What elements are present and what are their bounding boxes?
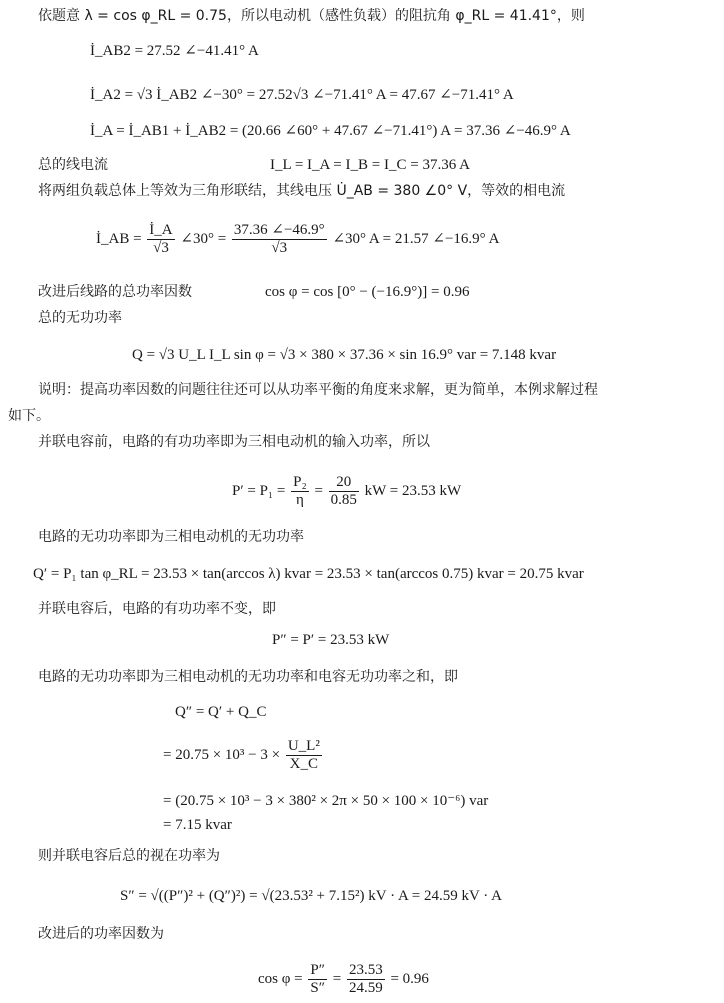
text-line: İ_A = İ_AB1 + İ_AB2 = (20.66 ∠60° + 47.67 ∠−71.41°) A = 37.36 ∠−46.9° A [90,123,571,139]
eq-iab-angle: ∠30° = [180,231,227,248]
text-line: 并联电容前，电路的有功功率即为三相电动机的输入功率，所以 [38,434,430,450]
text-line: 则并联电容后总的视在功率为 [38,848,220,864]
text-line: 改进后的功率因数为 [38,926,164,942]
denominator: √3 [153,240,169,257]
equation-phase-current-iab [96,222,499,258]
denominator: S″ [310,980,325,997]
eq-iab-lhs: İ_AB = [96,231,142,248]
numerator: P″ [308,962,327,980]
denominator: η [295,492,304,509]
text-line: S″ = √((P″)² + (Q″)²) = √(23.53² + 7.15²) kV · A = 24.59 kV · A [120,888,503,904]
text-line: I_L = I_A = I_B = I_C = 37.36 A [270,157,470,173]
eq-cos-lhs: cos φ = [258,971,303,988]
text-line: Q″ = Q′ + Q_C [175,704,267,720]
equals-sign: = [314,483,323,500]
text-line: 并联电容后，电路的有功功率不变，即 [38,601,276,617]
fraction-p-over-s [308,962,327,998]
fraction-20-over-085 [329,474,359,510]
text-line: 说明：提高功率因数的问题往往还可以从功率平衡的角度来求解，更为简单，本例求解过程 [38,382,598,398]
numerator: İ_A [147,222,174,240]
text-line: Q = √3 U_L I_L sin φ = √3 × 380 × 37.36 × sin 16.9° var = 7.148 kvar [132,347,557,363]
denominator: 0.85 [330,492,357,509]
text-line: İ_AB2 = 27.52 ∠−41.41° A [90,43,259,59]
text-line: P″ = P′ = 23.53 kW [272,632,390,648]
denominator: X_C [289,756,319,773]
fraction-37-36-over-root3 [232,222,327,258]
fraction-ia-over-root3 [147,222,174,258]
equation-active-power [232,474,461,510]
eq-p-rhs: kW = 23.53 kW [364,483,462,500]
eq-qc-lhs: = 20.75 × 10³ − 3 × [163,747,281,764]
equation-capacitor-reactive-power [163,738,324,774]
numerator: U_L² [286,738,322,756]
text-line: 将两组负载总体上等效为三角形联结，其线电压 U̇_AB = 380 ∠0° V，等效的相电流 [38,183,566,199]
text-line: cos φ = cos [0° − (−16.9°)] = 0.96 [265,284,470,300]
eq-p-lhs: P′ = P₁ = [232,483,286,500]
denominator: 24.59 [348,980,383,997]
numerator: 37.36 ∠−46.9° [232,222,327,240]
text-line: İ_A2 = √3 İ_AB2 ∠−30° = 27.52√3 ∠−71.41° A = 47.67 ∠−71.41° A [90,87,514,103]
fraction-ul2-over-xc [286,738,322,774]
text-line: 总的无功功率 [38,310,122,326]
eq-cos-rhs: = 0.96 [390,971,429,988]
text-line: = (20.75 × 10³ − 3 × 380² × 2π × 50 × 100 × 10⁻⁶) var [163,793,489,809]
text-line: 总的线电流 [38,157,108,173]
numerator: 23.53 [347,962,385,980]
text-line: 电路的无功功率即为三相电动机的无功功率 [38,529,304,545]
denominator: √3 [271,240,288,257]
equals-sign: = [332,971,342,988]
text-line: 电路的无功功率即为三相电动机的无功功率和电容无功功率之和，即 [38,669,458,685]
text-line: 如下。 [8,408,50,424]
numerator: 20 [329,474,359,492]
eq-iab-rhs: ∠30° A = 21.57 ∠−16.9° A [332,231,500,248]
text-line: 改进后线路的总功率因数 [38,284,192,300]
text-line: 依题意 λ = cos φ_RL = 0.75，所以电动机（感性负载）的阻抗角 φ_RL = 41.41°，则 [38,8,585,24]
text-line: = 7.15 kvar [163,817,232,833]
fraction-2353-over-2459 [347,962,385,998]
text-line: Q′ = P₁ tan φ_RL = 23.53 × tan(arccos λ) kvar = 23.53 × tan(arccos 0.75) kvar = 20.75 kvar [33,566,584,582]
equation-final-power-factor [258,962,429,998]
numerator: P₂ [291,474,309,492]
fraction-p2-over-eta [291,474,309,510]
